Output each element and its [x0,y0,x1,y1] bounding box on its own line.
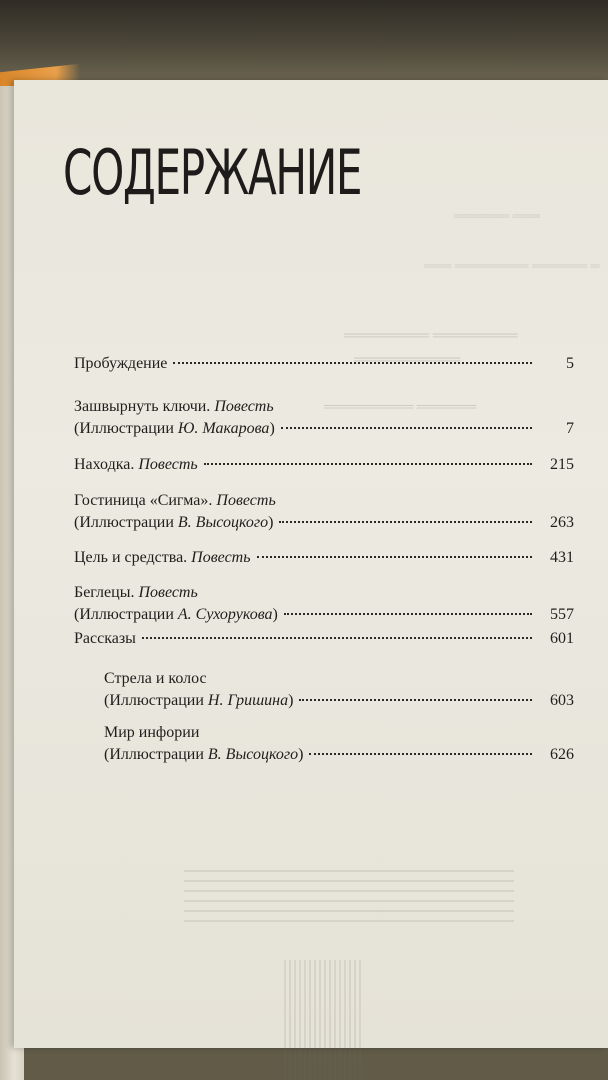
illustrator-suffix: ) [269,420,275,437]
toc-line [104,690,574,712]
entry-genre: Повесть [191,549,251,566]
toc-title-line [74,490,574,512]
page-number: 431 [550,549,574,566]
entry-title: Беглецы. [74,584,135,601]
page-number: 7 [566,420,574,437]
illustrator-credit [104,744,303,766]
bleed-through-text: ════════ ════════ [344,328,518,344]
bleed-through-text: ══════════ [354,352,461,368]
page-number: 557 [550,606,574,623]
toc-entry [74,582,574,626]
illustrator-suffix: ) [272,606,278,623]
illustrator-prefix: (Иллюстрации [74,420,174,437]
entry-title: Рассказы [74,630,136,647]
entry-genre: Повесть [214,398,274,415]
entry-genre: Повесть [138,456,198,473]
toc-entry [74,396,574,440]
entry-title-wrap [74,454,198,476]
illustrator-name: В. Высоцкого [207,746,299,763]
toc-entry [74,490,574,534]
entry-title: Зашвырнуть ключи. [74,398,211,415]
illustrator-credit [104,690,293,712]
bleed-through-text: ═════════ ══════ [324,400,477,415]
dot-leader [299,699,532,701]
illustrator-prefix: (Иллюстрации [104,692,204,709]
dot-leader [257,556,533,558]
toc-entry [74,547,574,569]
page-title: СОДЕРЖАНИЕ [63,136,362,209]
page-number: 601 [550,630,574,647]
entry-title: Стрела и колос [104,670,207,687]
illustrator-name: В. Высоцкого [177,514,269,531]
entry-title: Мир инфории [104,724,200,741]
toc-title-line [104,722,574,744]
dot-leader [204,463,532,465]
illustrator-name: Ю. Макарова [177,420,270,437]
entry-title-wrap [74,547,251,569]
illustrator-name: А. Сухорукова [177,606,273,623]
toc-entry [74,722,574,766]
toc-line [74,454,574,476]
toc-entry [74,628,574,650]
entry-genre: Повесть [216,492,276,509]
toc-entry [74,353,574,375]
illustrator-credit [74,604,278,626]
toc-line [74,628,574,650]
illustrator-suffix: ) [268,514,274,531]
page-number: 215 [550,456,574,473]
bleed-through-barcode [284,960,364,1080]
toc-entry [74,454,574,476]
bleed-through-text: ══════ ═══ [454,208,541,223]
toc-line [74,604,574,626]
toc-entry [74,668,574,712]
toc-title-line [104,668,574,690]
toc-line [74,512,574,534]
illustrator-prefix: (Иллюстрации [74,514,174,531]
illustrator-suffix: ) [288,692,294,709]
toc-line [104,744,574,766]
toc-title-line [74,582,574,604]
toc-title-line [74,396,574,418]
entry-title: Цель и средства. [74,549,188,566]
illustrator-prefix: (Иллюстрации [104,746,204,763]
illustrator-credit [74,512,273,534]
dot-leader [284,613,532,615]
toc-line [74,353,574,375]
bleed-through-imprint [184,870,514,930]
toc-line [74,418,574,440]
illustrator-credit [74,418,275,440]
wooden-background [0,0,608,80]
entry-title: Пробуждение [74,355,168,372]
entry-genre: Повесть [138,584,198,601]
illustrator-suffix: ) [298,746,304,763]
dot-leader [173,362,532,364]
dot-leader [279,521,532,523]
table-of-contents [74,353,574,766]
entry-title: Гостиница «Сигма». [74,492,213,509]
page-number: 263 [550,514,574,531]
page-number: 603 [550,692,574,709]
page-number: 626 [550,746,574,763]
bleed-through-text: ═══ ════════ ══════ ═ [424,258,600,273]
dot-leader [281,427,532,429]
entry-title: Находка. [74,456,135,473]
dot-leader [142,637,532,639]
toc-line [74,547,574,569]
illustrator-prefix: (Иллюстрации [74,606,174,623]
dot-leader [309,753,532,755]
illustrator-name: Н. Гришина [207,692,289,709]
page-number: 5 [566,355,574,372]
